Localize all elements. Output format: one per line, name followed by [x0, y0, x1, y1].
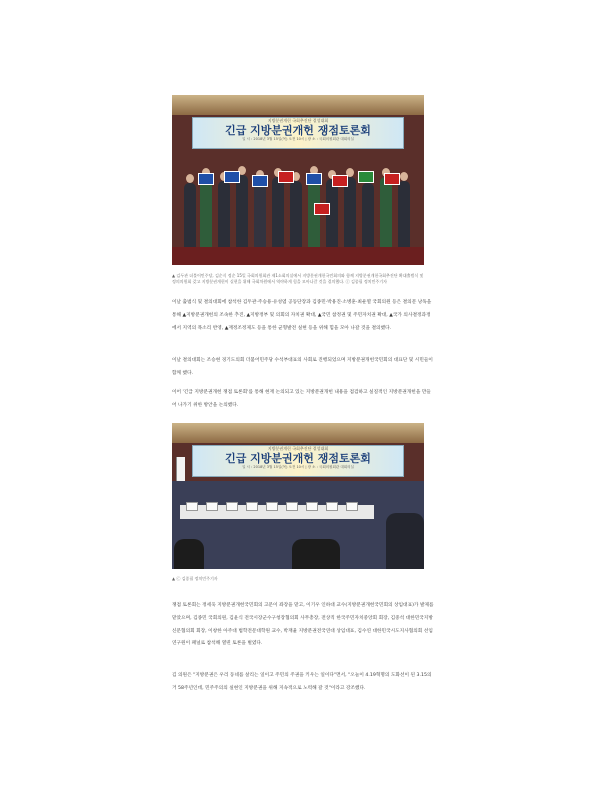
audience-member [386, 513, 424, 569]
banner-subtitle-top: 지방분권개헌 국회추진단 결성대회 [267, 446, 329, 451]
article-paragraph-4: 쟁점 토론회는 정세욱 지방분권개헌국민회의 고문이 좌장을 맡고, 이기우 인하대 교수(지방분권개헌국민회의 상임대표)가 발제를 맡았으며, 김종민 국회의원, 김윤식 전국시장군수구청장협의회 사무총장, 전상직 한국주민자치중앙회 회장, 김중석 대한민국지방신문협의회 회장, 이창한 아주대 법학전문대학원 교수, 박재율 지방분권전국연대 상임대표, 김수연 대한민국시도지사협의회 선임연구원이 패널로 참석해 열띤 토론을 벌였다. [172, 603, 434, 647]
banner-details: 일 시 : 2018년 3월 15일(목) 오전 10시 | 장 소 : 국회의원회관 대회의실 [242, 465, 354, 469]
banner-subtitle-top: 지방분권개헌 국회추진단 결성대회 [267, 118, 329, 123]
article-paragraph-3: 이어 '긴급 지방분권개헌 쟁점 토론회'를 통해 현재 논의되고 있는 지방분권개헌 내용을 점검하고 실질적인 지방분권개헌을 만들어 나가기 위한 방안을 논의했다. [172, 390, 431, 408]
article-paragraph-1: 이날 출범식 및 결의대회에 참석한 김두관·주승용·유성엽 공동단장과 김종민·박용진·소병훈·최운열 국회의원 등은 결의문 낭독을 통해 ▲지방분권개헌의 조속한 추진, ▲지방정부 및 의회의 자치권 확대, ▲국민 참정권 및 주민자치권 확대, ▲국가 의사결정과정에서 지역의 목소리 반영, ▲재정조정제도 등을 통한 균형발전 실현 등을 위해 힘을 모아 나갈 것을 결의했다. [172, 300, 432, 331]
article-paragraph-2: 이날 결의대회는 조승현 경기도의회 더불어민주당 수석부대표의 사회로 진행되었으며 지방분권개헌국민회의 대표단 및 시민들이 함께 했다. [172, 358, 433, 376]
panel-discussion-photo [172, 423, 424, 569]
ceiling-decoration [172, 95, 424, 115]
event-banner [192, 445, 404, 477]
participants-group [182, 153, 414, 247]
ceiling-decoration [172, 423, 424, 443]
event-banner [192, 117, 404, 149]
event-group-photo [172, 95, 424, 265]
article-paragraph-5: 김 의원은 "지방분권은 우리 동네를 살리는 일이고 주민의 주권을 키우는 일이다"면서, "오늘이 4.19혁명의 도화선이 된 3.15의거 58주년인데, 민주주의의 실현인 지방분권을 위해 지속적으로 노력해 갈 것"이라고 강조했다. [172, 673, 432, 691]
photo-caption-1: ▲ 김두관 더불어민주당, 김순식 정순 15일 국회의원회관 제1소회의실에서 지방분권개헌국민회의와 함께 지방분권개헌국회추진단 확대출범식 및 정의의원회 갖고 지방분권개헌이 실현을 위해 국회차원에서 역야하게 힘을 모아나갈 것을 결의했다. ⓒ 김종필 정치민주기자 [172, 273, 424, 284]
banner-details: 일 시 : 2018년 3월 15일(목) 오전 10시 | 장 소 : 국회의원회관 대회의실 [242, 137, 354, 141]
banner-title: 긴급 지방분권개헌 쟁점토론회 [225, 452, 371, 465]
banner-title: 긴급 지방분권개헌 쟁점토론회 [225, 124, 371, 137]
photo-caption-2: ▲ ⓒ 김종필 정치민주기자 [172, 576, 218, 581]
red-carpet [172, 247, 424, 265]
national-flag [176, 457, 185, 481]
